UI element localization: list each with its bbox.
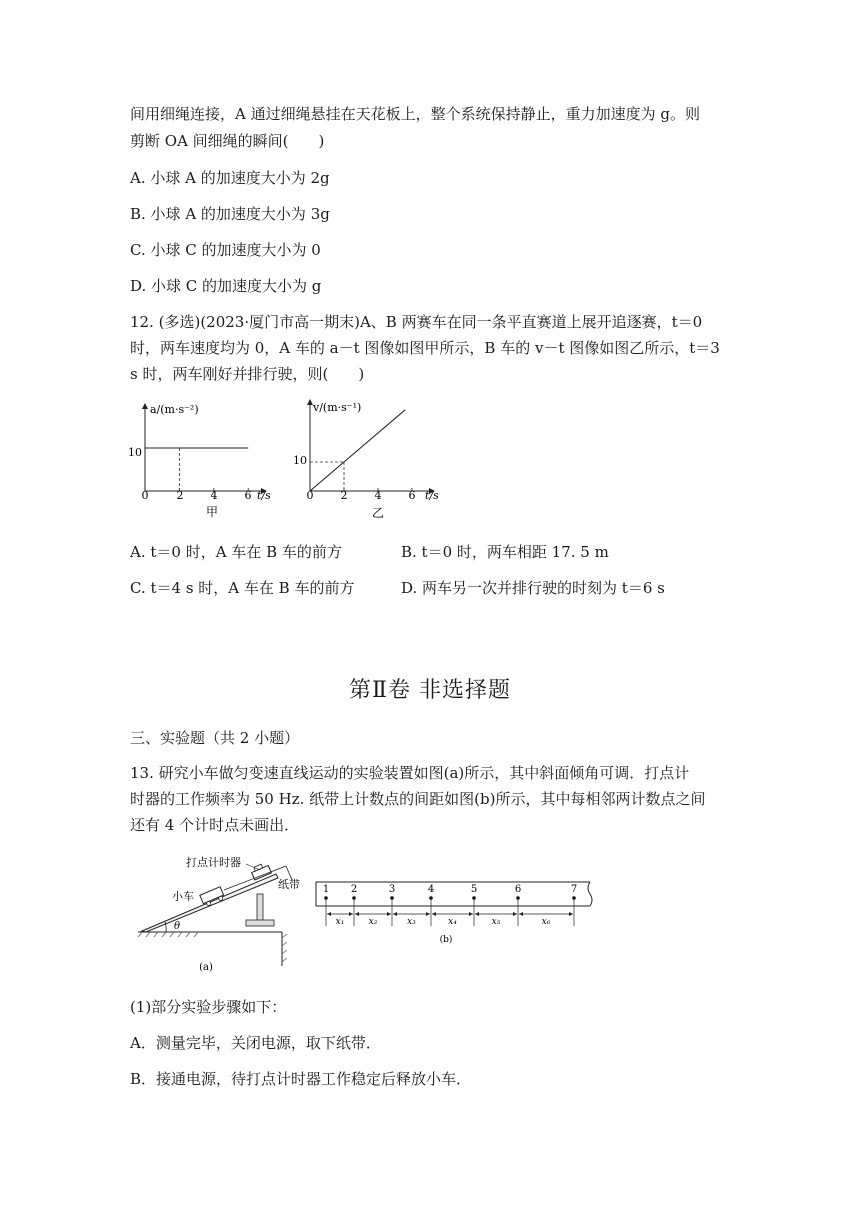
tape-point-label: 5 bbox=[470, 884, 478, 895]
q13-text-line2: 时器的工作频率为 50 Hz. 纸带上计数点的间距如图(b)所示，其中每相邻两计数点之间 bbox=[130, 790, 706, 808]
y-tick-label: 10 bbox=[128, 446, 142, 459]
chart-caption: 甲 bbox=[205, 505, 219, 519]
figure-b-caption: (b) bbox=[439, 935, 453, 945]
x-tick-label: 4 bbox=[210, 489, 218, 502]
q12-text-line1: 12. (多选)(2023·厦门市高一期末)A、B 两赛车在同一条平直赛道上展开追逐赛，t＝0 bbox=[130, 313, 703, 331]
x-tick-label: 2 bbox=[176, 489, 184, 502]
segment-label: x₄ bbox=[448, 917, 457, 927]
section-heading-experiments: 三、实验题（共 2 小题） bbox=[130, 729, 300, 747]
angle-label: θ bbox=[174, 921, 181, 932]
tape-point-label: 2 bbox=[350, 884, 358, 895]
series-line bbox=[310, 410, 405, 491]
q11-option-c: C. 小球 C 的加速度大小为 0 bbox=[130, 241, 321, 259]
x-tick-label: 0 bbox=[141, 489, 149, 502]
tape-point-label: 7 bbox=[570, 884, 578, 895]
figure-a-caption: (a) bbox=[199, 962, 213, 973]
support-post bbox=[257, 894, 263, 922]
q13-text-line1: 13. 研究小车做匀变速直线运动的实验装置如图(a)所示，其中斜面倾角可调．打点计 bbox=[130, 764, 690, 782]
figure-a-incline bbox=[136, 852, 300, 976]
tape-point-label: 1 bbox=[322, 884, 330, 895]
segment-label: x₅ bbox=[491, 917, 501, 927]
section-title: 第Ⅱ卷 非选择题 bbox=[349, 678, 511, 703]
tape-point-label: 3 bbox=[388, 884, 396, 895]
q11-option-d: D. 小球 C 的加速度大小为 g bbox=[130, 277, 322, 295]
y-axis-label: v/(m·s⁻¹) bbox=[313, 401, 362, 414]
q12-text-line3: s 时，两车刚好并排行驶，则( ) bbox=[130, 365, 365, 383]
q11-text-line1: 间用细绳连接，A 通过细绳悬挂在天花板上，整个系统保持静止，重力加速度为 g。则 bbox=[130, 105, 700, 123]
support-clamp bbox=[246, 920, 274, 926]
q12-option-d: D. 两车另一次并排行驶的时刻为 t＝6 s bbox=[401, 579, 665, 597]
q13-step-a: A．测量完毕，关闭电源，取下纸带． bbox=[130, 1034, 381, 1052]
x-tick-label: 0 bbox=[306, 489, 314, 502]
segment-label: x₁ bbox=[335, 917, 345, 927]
x-tick-label: 2 bbox=[340, 489, 348, 502]
table-hatch bbox=[282, 934, 287, 962]
q13-step-intro: (1)部分实验步骤如下： bbox=[130, 998, 287, 1016]
q11-text-line2: 剪断 OA 间细绳的瞬间( ) bbox=[130, 132, 325, 150]
car-label: 小车 bbox=[172, 890, 194, 903]
q11-option-b: B. 小球 A 的加速度大小为 3g bbox=[130, 205, 330, 223]
chart-a-t bbox=[120, 396, 270, 522]
segment-label: x₂ bbox=[368, 917, 378, 927]
x-tick-label: 6 bbox=[244, 489, 252, 502]
x-axis-label: t/s bbox=[257, 489, 271, 502]
q12-option-b: B. t＝0 时，两车相距 17. 5 m bbox=[401, 543, 609, 561]
q13-step-b: B．接通电源，待打点计时器工作稳定后释放小车． bbox=[130, 1070, 472, 1088]
x-tick-label: 4 bbox=[374, 489, 382, 502]
timer-label: 打点计时器 bbox=[186, 856, 241, 869]
tape-point-label: 6 bbox=[514, 884, 522, 895]
q12-option-c: C. t＝4 s 时，A 车在 B 车的前方 bbox=[130, 579, 355, 597]
segment-label: x₃ bbox=[407, 917, 416, 927]
q11-option-a: A. 小球 A 的加速度大小为 2g bbox=[130, 169, 330, 187]
segment-label: x₆ bbox=[541, 917, 551, 927]
x-axis-label: t/s bbox=[425, 489, 439, 502]
q13-text-line3: 还有 4 个计时点未画出． bbox=[130, 816, 300, 834]
y-tick-label: 10 bbox=[293, 454, 307, 467]
ground-hatch bbox=[138, 932, 198, 937]
chart-caption: 乙 bbox=[371, 506, 385, 520]
y-axis-label: a/(m·s⁻²) bbox=[150, 403, 199, 416]
x-tick-label: 6 bbox=[408, 489, 416, 502]
figure-b-tape bbox=[308, 876, 598, 948]
tape-point-label: 4 bbox=[427, 884, 435, 895]
chart-v-t bbox=[288, 396, 440, 522]
q12-text-line2: 时，两车速度均为 0，A 车的 a－t 图像如图甲所示，B 车的 v－t 图像如图乙所示，t＝3 bbox=[130, 339, 720, 357]
q12-option-a: A. t＝0 时，A 车在 B 车的前方 bbox=[130, 543, 342, 561]
tape-label: 纸带 bbox=[278, 878, 300, 891]
tape-torn-edge bbox=[588, 882, 592, 906]
